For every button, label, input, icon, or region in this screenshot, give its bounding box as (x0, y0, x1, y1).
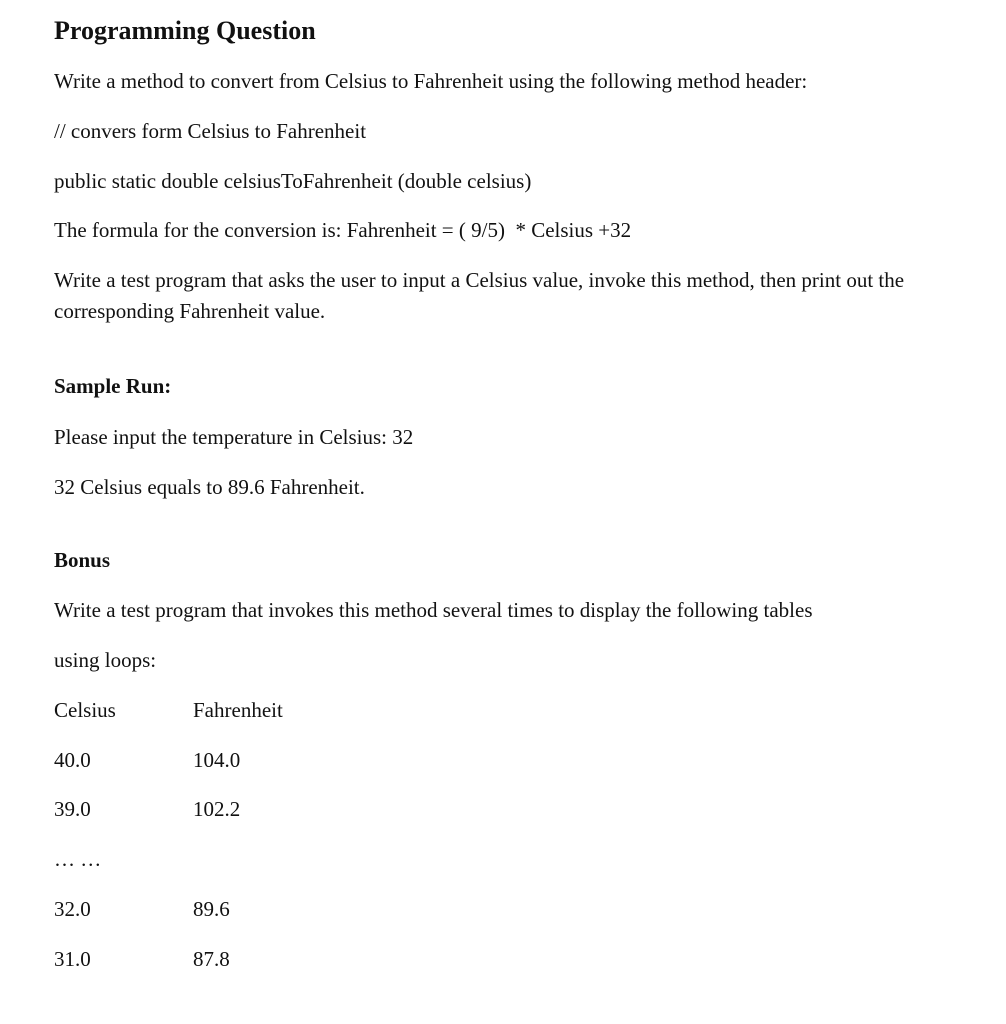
table-ellipsis: … … (54, 847, 102, 871)
bonus-heading: Bonus (54, 548, 111, 572)
intro-text: Write a method to convert from Celsius to Fahrenheit using the following method header: (54, 69, 808, 93)
table-cell: 102.2 (193, 797, 241, 821)
bonus-text-line1: Write a test program that invokes this method several times to display the following tables (54, 598, 813, 622)
page-title: Programming Question (54, 16, 316, 45)
table-cell: 31.0 (54, 947, 91, 971)
method-header: public static double celsiusToFahrenheit (double celsius) (54, 169, 532, 193)
table-cell: 87.8 (193, 947, 230, 971)
bonus-text-line2: using loops: (54, 648, 157, 672)
table-cell: 89.6 (193, 897, 230, 921)
table-cell: 39.0 (54, 797, 91, 821)
table-header-celsius: Celsius (54, 698, 116, 722)
sample-run-output: 32 Celsius equals to 89.6 Fahrenheit. (54, 475, 365, 499)
sample-run-prompt: Please input the temperature in Celsius: 32 (54, 425, 414, 449)
table-header-fahrenheit: Fahrenheit (193, 698, 283, 722)
sample-run-heading: Sample Run: (54, 374, 172, 398)
formula-text: The formula for the conversion is: Fahrenheit = ( 9/5) * Celsius +32 (54, 218, 632, 242)
table-cell: 32.0 (54, 897, 91, 921)
table-cell: 40.0 (54, 748, 91, 772)
table-cell: 104.0 (193, 748, 241, 772)
code-comment: // convers form Celsius to Fahrenheit (54, 119, 367, 143)
test-program-text: Write a test program that asks the user to input a Celsius value, invoke this method, then print out the corresponding Fahrenheit value. (54, 268, 905, 323)
